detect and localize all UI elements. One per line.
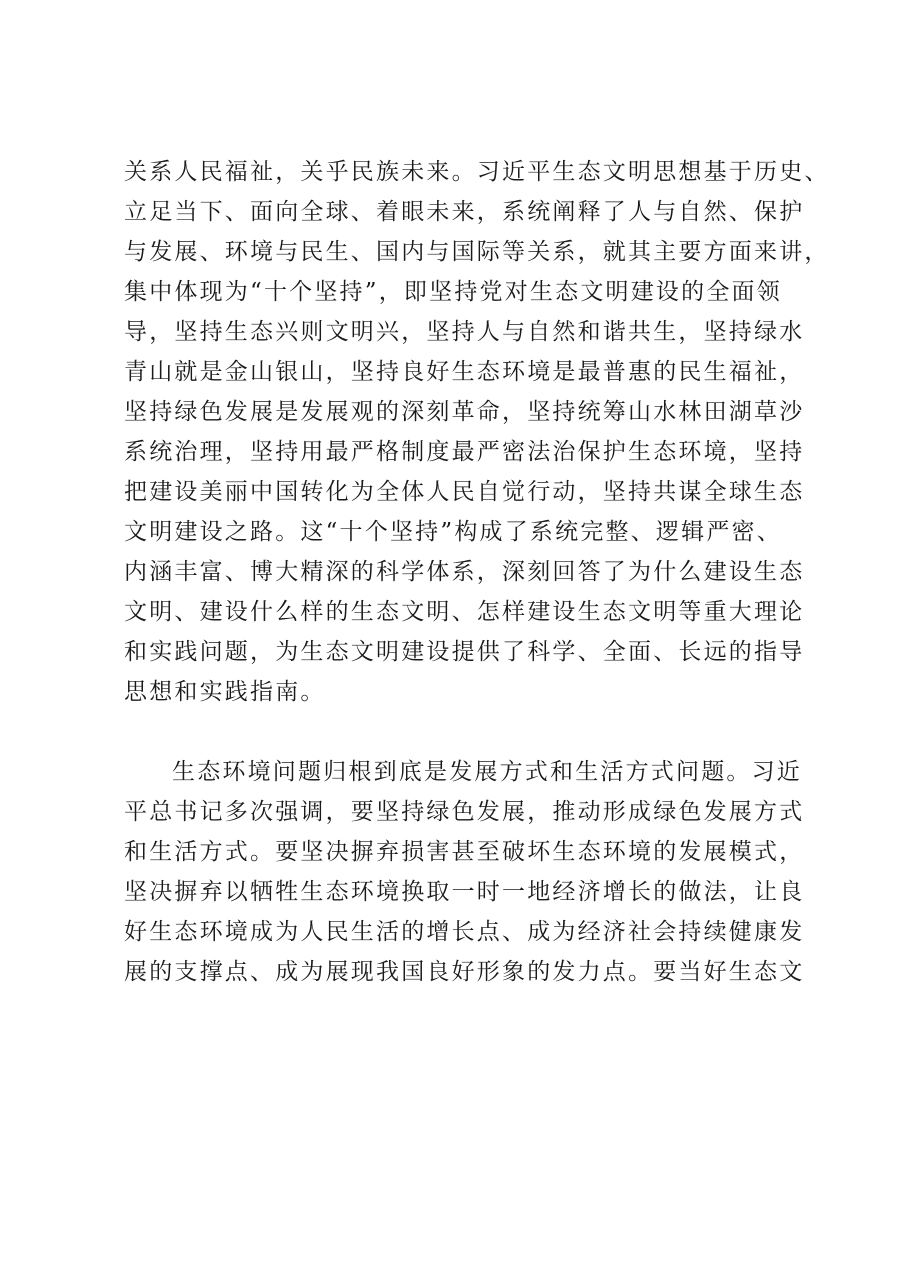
text-line: 系统治理，坚持用最严格制度最严密法治保护生态环境，坚持 [124,439,805,465]
text-line: 和生活方式。要坚决摒弃损害甚至破坏生态环境的发展模式， [124,839,805,865]
text-line: 青山就是金山银山，坚持良好生态环境是最普惠的民生福祉， [124,359,805,385]
text-line: 好生态环境成为人民生活的增长点、成为经济社会持续健康发 [124,919,805,945]
text-line: 文明、建设什么样的生态文明、怎样建设生态文明等重大理论 [124,599,805,625]
text-line: 关系人民福祉，关乎民族未来。习近平生态文明思想基于历史、 [124,159,830,185]
text-line: 集中体现为“十个坚持”，即坚持党对生态文明建设的全面领 [124,279,782,305]
text-line: 思想和实践指南。 [124,679,326,705]
text-line: 平总书记多次强调，要坚持绿色发展，推动形成绿色发展方式 [124,799,805,825]
text-line: 导，坚持生态兴则文明兴，坚持人与自然和谐共生，坚持绿水 [124,319,805,345]
text-line: 坚决摒弃以牺牲生态环境换取一时一地经济增长的做法，让良 [124,879,805,905]
text-line: 和实践问题，为生态文明建设提供了科学、全面、长远的指导 [124,639,805,665]
text-line: 立足当下、面向全球、着眼未来，系统阐释了人与自然、保护 [124,199,805,225]
text-line: 生态环境问题归根到底是发展方式和生活方式问题。习近 [172,759,802,785]
text-line: 展的支撑点、成为展现我国良好形象的发力点。要当好生态文 [124,959,805,985]
paragraph-1 [124,152,830,712]
text-line: 文明建设之路。这“十个坚持”构成了系统完整、逻辑严密、 [124,519,782,545]
text-line: 内涵丰富、博大精深的科学体系，深刻回答了为什么建设生态 [124,559,805,585]
text-line: 把建设美丽中国转化为全体人民自觉行动，坚持共谋全球生态 [124,479,805,505]
paragraph-2 [124,752,814,992]
text-line: 坚持绿色发展是发展观的深刻革命，坚持统筹山水林田湖草沙 [124,399,805,425]
text-line: 与发展、环境与民生、国内与国际等关系，就其主要方面来讲， [124,239,830,265]
